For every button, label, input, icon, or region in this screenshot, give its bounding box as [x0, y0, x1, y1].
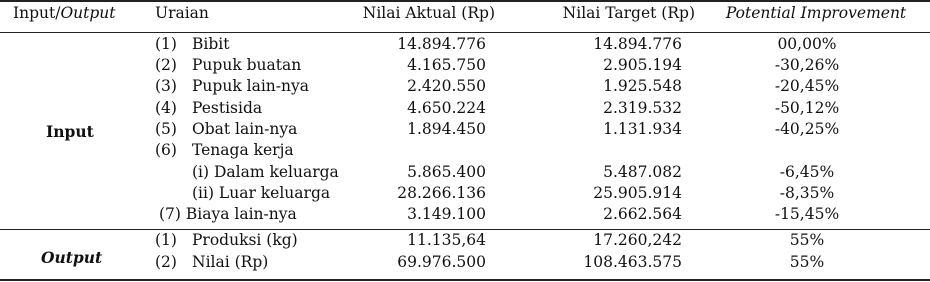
row-label: (6) Tenaga kerja — [155, 141, 294, 159]
value-potential-improvement: 55% — [789, 253, 825, 271]
value-target: 2.905.194 — [603, 56, 682, 74]
value-aktual: 3.149.100 — [407, 205, 486, 223]
value-potential-improvement: -15,45% — [774, 205, 840, 223]
value-aktual: 1.894.450 — [407, 120, 486, 138]
row-label: (7) Biaya lain-nya — [159, 205, 297, 223]
value-target: 25.905.914 — [593, 184, 682, 202]
value-aktual: 11.135,64 — [407, 231, 486, 249]
value-target: 2.319.532 — [603, 99, 682, 117]
row-label: (ii) Luar keluarga — [192, 184, 331, 202]
header-input-text: Input/ — [13, 4, 61, 22]
group-label-output: Output — [41, 248, 103, 267]
value-target: 2.662.564 — [603, 205, 682, 223]
value-target: 1.131.934 — [603, 120, 682, 138]
value-target: 17.260,242 — [593, 231, 682, 249]
header-nilai-target: Nilai Target (Rp) — [562, 4, 695, 22]
value-potential-improvement: 55% — [789, 231, 825, 249]
value-potential-improvement: -50,12% — [774, 99, 840, 117]
group-label-input: Input — [46, 122, 94, 141]
value-aktual: 2.420.550 — [407, 77, 486, 95]
value-target: 14.894.776 — [593, 35, 682, 53]
value-potential-improvement: -20,45% — [774, 77, 840, 95]
value-potential-improvement: -8,35% — [779, 184, 835, 202]
row-label: (2) Pupuk buatan — [155, 56, 302, 74]
header-output-text: Output — [60, 4, 116, 22]
bottom-rule — [0, 279, 930, 281]
section-rule — [0, 229, 930, 230]
row-label: (5) Obat lain-nya — [155, 120, 298, 138]
value-target: 108.463.575 — [583, 253, 682, 271]
value-potential-improvement: -6,45% — [779, 163, 835, 181]
value-potential-improvement: 00,00% — [777, 35, 837, 53]
row-label: (2) Nilai (Rp) — [155, 253, 269, 271]
header-uraian: Uraian — [155, 4, 209, 22]
value-target: 1.925.548 — [603, 77, 682, 95]
row-label: (4) Pestisida — [155, 99, 263, 117]
value-aktual: 4.165.750 — [407, 56, 486, 74]
row-label: (1) Bibit — [155, 35, 230, 53]
value-aktual: 14.894.776 — [397, 35, 486, 53]
row-label: (1) Produksi (kg) — [155, 231, 298, 249]
value-aktual: 5.865.400 — [407, 163, 486, 181]
top-rule — [0, 0, 930, 2]
header-input-output — [13, 6, 116, 22]
value-potential-improvement: -30,26% — [774, 56, 840, 74]
value-aktual: 69.976.500 — [397, 253, 486, 271]
row-label: (3) Pupuk lain-nya — [155, 77, 309, 95]
value-aktual: 4.650.224 — [407, 99, 486, 117]
value-aktual: 28.266.136 — [397, 184, 486, 202]
header-potential-improvement: Potential Improvement — [725, 4, 907, 22]
header-rule — [0, 32, 930, 33]
header-nilai-aktual: Nilai Aktual (Rp) — [362, 4, 495, 22]
row-label: (i) Dalam keluarga — [192, 163, 339, 181]
value-potential-improvement: -40,25% — [774, 120, 840, 138]
value-target: 5.487.082 — [603, 163, 682, 181]
